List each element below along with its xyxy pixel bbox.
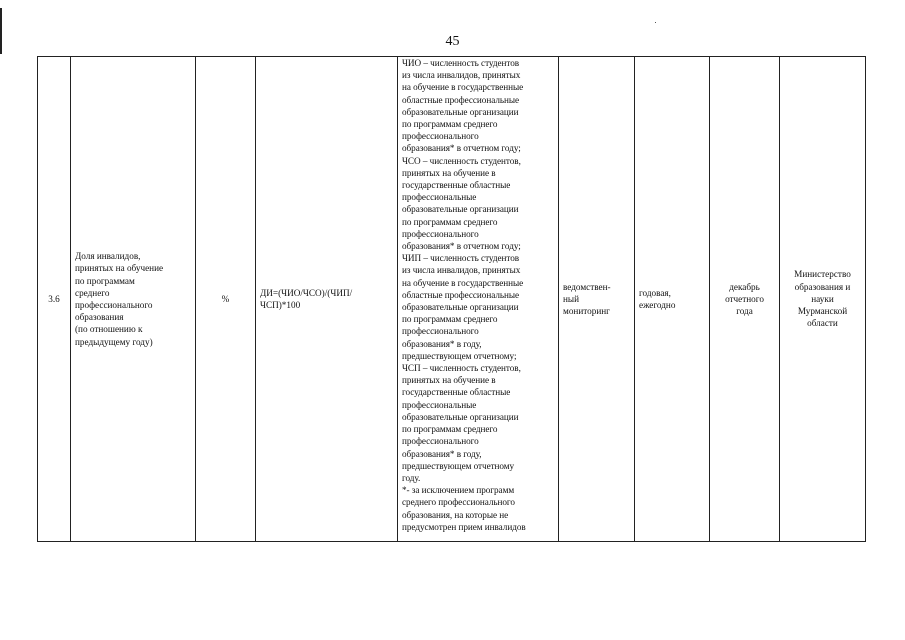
table-row [38,57,866,542]
indicator-number: 3.6 [38,57,71,542]
scan-speck [655,22,656,23]
indicator-variables: ЧИО – численность студентов из числа инвалидов, принятых на обучение в государственные областные профессиональные образовательные организации по программам среднего профессионального образования* в отчетном году; ЧСО – численность студентов, принятых на обучение в государственные областные профессиональные образовательные организации по программам среднего профессионального образования* в отчетном году; ЧИП – численность студентов из числа инвалидов, принятых на обучение в государственные областные профессиональные образовательные организации по программам среднего профессионального образования* в году, предшествующем отчетному; ЧСП – численность студентов, принятых на обучение в государственные областные профессиональные образовательные организации по программам среднего профессионального образования* в году, предшествующем отчетному году. *- за исключением программ среднего профессионального образования, на которые не предусмотрен прием инвалидов [398,57,559,542]
indicator-table [37,56,866,542]
indicator-deadline: декабрь отчетного года [710,57,780,542]
page-number: 45 [445,34,460,49]
indicator-periodicity: годовая, ежегодно [635,57,710,542]
indicator-formula: ДИ=(ЧИО/ЧСО)/(ЧИП/ ЧСП)*100 [256,57,398,542]
indicator-name: Доля инвалидов, принятых на обучение по программам среднего профессионального образования (по отношению к предыдущему году) [71,57,196,542]
indicator-data-source: ведомствен- ный мониторинг [559,57,635,542]
indicator-responsible: Министерство образования и науки Мурманской области [780,57,866,542]
indicator-unit: % [196,57,256,542]
